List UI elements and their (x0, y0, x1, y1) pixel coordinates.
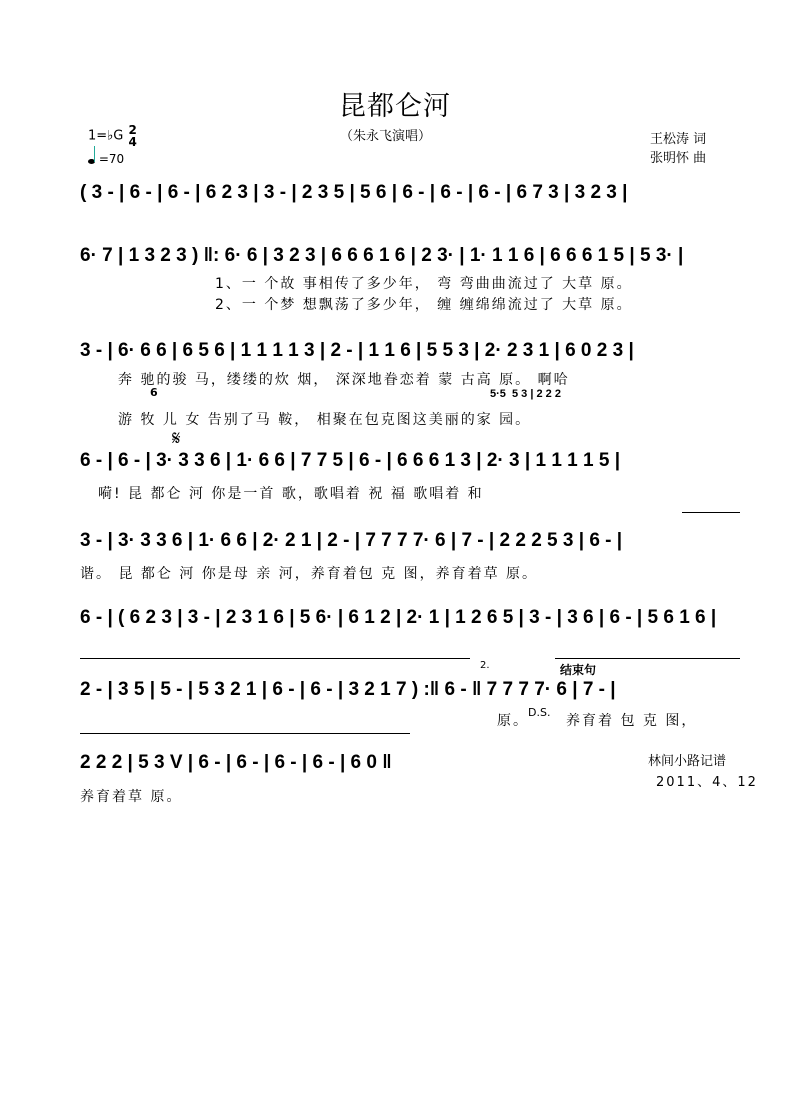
score-line-5: 3 - | 3· 3 3 6 | 1· 6 6 | 2· 2 1 | 2 - | 7 7 7 7· 6 | 7 - | 2 2 2 5 3 | 6 - | (80, 530, 623, 551)
time-signature: 2 4 (128, 123, 137, 149)
quarter-note-icon (88, 159, 95, 164)
volta-1-bracket (682, 512, 740, 513)
score-line-1: ( 3 - | 6 - | 6 - | 6 2 3 | 3 - | 2 3 5 | 5 6 | 6 - | 6 - | 6 - | 6 7 3 | 3 2 3 | (80, 182, 628, 203)
score-line-6: 6 - | ( 6 2 3 | 3 - | 2 3 1 6 | 5 6· | 6 1 2 | 2· 1 | 1 2 6 5 | 3 - | 3 6 | 6 - | 5 6 1 6 | (80, 607, 717, 628)
lyrics-line-5: 谐。 昆 都仑 河 你是母 亲 河，养育着包 克 图，养育着草 原。 (80, 566, 539, 582)
score-line-7: 2 - | 3 5 | 5 - | 5 3 2 1 | 6 - | 6 - | 3 2 1 7 ) :‖ 6 - ‖ 7 7 7 7· 6 | 7 - | (80, 679, 616, 700)
lyrics-line-7b: 养育着 包 克 图， (566, 713, 698, 729)
lyrics-line-7a: 原。 (497, 713, 529, 729)
repeat-bracket (80, 658, 470, 659)
lyrics-line-4: 嗬! 昆 都仑 河 你是一首 歌，歌唱着 祝 福 歌唱着 和 (98, 486, 484, 502)
ending-label: 结束句 (560, 663, 597, 677)
volta-2-label: 2. (480, 660, 490, 671)
singer-credit: （朱永飞演唱） (340, 129, 432, 144)
coda-bracket-cont (80, 733, 410, 734)
score-line-8: 2 2 2 | 5 3 V | 6 - | 6 - | 6 - | 6 - | 6 0 ‖ (80, 752, 392, 773)
song-title: 昆都仑河 (339, 91, 451, 122)
lyrics-verse-2: 2、一 个梦 想飘荡了多少年， 缠 缠绵绵流过了 大草 原。 (215, 297, 633, 313)
lyrics-verse-1: 奔 驰的骏 马，缕缕的炊 烟， 深深地眷恋着 蒙 古高 原。 啊哈 (118, 372, 570, 388)
ds-marking: D.S. (528, 706, 551, 719)
lyrics-line-8: 养育着草 原。 (80, 789, 183, 805)
transcribe-date: 2011、4、12 (656, 775, 758, 790)
composer-credit: 张明怀 曲 (650, 151, 707, 166)
alt-notes-verse-2: 5·5 5 3 | 2 2 2 (490, 388, 561, 400)
tempo-marking: =70 (88, 152, 124, 166)
key-signature (88, 124, 137, 148)
alt-note: 6 (150, 386, 158, 399)
score-line-2: 6· 7 | 1 3 2 3 ) ‖: 6· 6 | 3 2 3 | 6 6 6 1 6 | 2 3· | 1· 1 1 6 | 6 6 6 1 5 | 5 3· | (80, 245, 684, 266)
transcriber-credit: 林间小路记谱 (648, 754, 727, 769)
coda-bracket (555, 658, 740, 659)
lyricist-credit: 王松涛 词 (650, 132, 707, 147)
score-line-4: 6 - | 6 - | 3· 3 3 6 | 1· 6 6 | 7 7 5 | 6 - | 6 6 6 1 3 | 2· 3 | 1 1 1 1 5 | (80, 450, 621, 471)
lyrics-verse-2: 游 牧 儿 女 告别了马 鞍， 相聚在包克图这美丽的家 园。 (118, 412, 532, 428)
score-line-3: 3 - | 6· 6 6 | 6 5 6 | 1 1 1 1 3 | 2 - | 1 1 6 | 5 5 3 | 2· 2 3 1 | 6 0 2 3 | (80, 340, 634, 361)
lyrics-verse-1: 1、一 个故 事相传了多少年， 弯 弯曲曲流过了 大草 原。 (215, 276, 633, 292)
key-label: 1=♭G (88, 128, 124, 144)
segno-icon: 𝄋 (172, 426, 181, 450)
